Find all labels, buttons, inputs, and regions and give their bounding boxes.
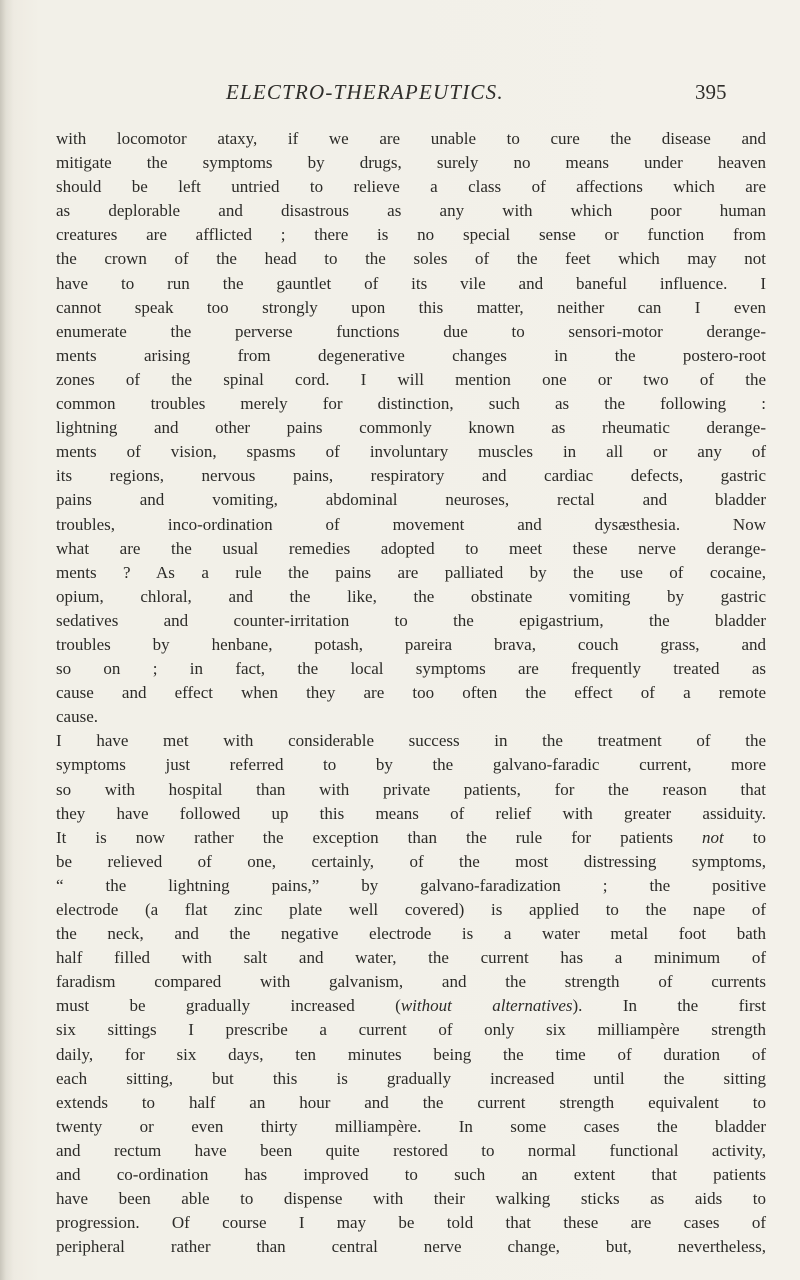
text-line: ments of vision, spasms of involuntary muscles in all or any of: [56, 442, 766, 462]
text-line: zones of the spinal cord. I will mention one or two of the: [56, 369, 766, 389]
text-line: its regions, nervous pains, respiratory and cardiac defects, gastric: [56, 466, 766, 486]
text-line: peripheral rather than central nerve change, but, nevertheless,: [56, 1237, 766, 1257]
text-line: ments ? As a rule the pains are palliated by the use of cocaine,: [56, 562, 766, 582]
text-line: six sittings I prescribe a current of only six milliampère strength: [56, 1020, 766, 1040]
text-line: troubles, inco-ordination of movement and dysæsthesia. Now: [56, 514, 766, 534]
body-text: [56, 127, 766, 1259]
text-line: should be left untried to relieve a class of affections which are: [56, 177, 766, 197]
text-line: common troubles merely for distinction, such as the following :: [56, 394, 766, 414]
running-title: ELECTRO-THERAPEUTICS.: [226, 80, 504, 104]
text-line: creatures are afflicted ; there is no special sense or function from: [56, 225, 766, 245]
text-line: progression. Of course I may be told that these are cases of: [56, 1213, 766, 1233]
text-line: have been able to dispense with their walking sticks as aids to: [56, 1189, 766, 1209]
text-fragment: to: [723, 827, 766, 847]
italic-phrase: without alternatives: [400, 996, 573, 1016]
italic-word: not: [702, 827, 724, 847]
text-line: and co-ordination has improved to such an extent that patients: [56, 1165, 766, 1185]
text-line-with-italic: [56, 826, 766, 850]
text-fragment: must be gradually increased: [56, 996, 355, 1016]
text-line: enumerate the perverse functions due to sensori-motor derange-: [56, 321, 766, 341]
page-number: 395: [695, 80, 727, 104]
text-line: be relieved of one, certainly, of the most distressing symptoms,: [56, 851, 766, 871]
text-line: pains and vomiting, abdominal neuroses, rectal and bladder: [56, 490, 766, 510]
text-fragment: (: [354, 996, 401, 1016]
text-line: extends to half an hour and the current strength equivalent to: [56, 1092, 766, 1112]
text-fragment: ). In the first: [572, 996, 766, 1016]
text-line: as deplorable and disastrous as any with which poor human: [56, 201, 766, 221]
text-line: cause.: [56, 707, 99, 727]
text-line: I have met with considerable success in the treatment of the: [56, 731, 766, 751]
text-line: mitigate the symptoms by drugs, surely no means under heaven: [56, 153, 766, 173]
text-line: “ the lightning pains,” by galvano-faradization ; the positive: [56, 875, 766, 895]
text-line: troubles by henbane, potash, pareira brava, couch grass, and: [56, 634, 766, 654]
text-line: so with hospital than with private patients, for the reason that: [56, 779, 766, 799]
text-line: cause and effect when they are too often the effect of a remote: [56, 683, 766, 703]
text-line: they have followed up this means of relief with greater assiduity.: [56, 803, 766, 823]
running-head: [0, 74, 800, 108]
text-line: each sitting, but this is gradually increased until the sitting: [56, 1068, 766, 1088]
text-line: so on ; in fact, the local symptoms are frequently treated as: [56, 659, 766, 679]
text-line: lightning and other pains commonly known as rheumatic derange-: [56, 418, 766, 438]
text-line: ments arising from degenerative changes in the postero-root: [56, 345, 766, 365]
text-line-with-italic: [56, 994, 766, 1018]
text-line: what are the usual remedies adopted to meet these nerve derange-: [56, 538, 766, 558]
text-line: symptoms just referred to by the galvano-faradic current, more: [56, 755, 766, 775]
text-line: twenty or even thirty milliampère. In some cases the bladder: [56, 1116, 766, 1136]
text-line: electrode (a flat zinc plate well covered) is applied to the nape of: [56, 900, 766, 919]
text-line: with locomotor ataxy, if we are unable to cure the disease and: [56, 129, 766, 148]
text-line: the neck, and the negative electrode is a water metal foot bath: [56, 924, 766, 944]
text-line: have to run the gauntlet of its vile and baneful influence. I: [56, 273, 766, 293]
text-line: opium, chloral, and the like, the obstinate vomiting by gastric: [56, 586, 766, 606]
text-line: half filled with salt and water, the current has a minimum of: [56, 948, 766, 968]
text-line: the crown of the head to the soles of the feet which may not: [56, 249, 766, 269]
text-fragment: It is now rather the exception than the rule for patients: [56, 827, 673, 847]
text-line: daily, for six days, ten minutes being the time of duration of: [56, 1044, 766, 1064]
text-line: sedatives and counter-irritation to the epigastrium, the bladder: [56, 610, 766, 630]
text-line: faradism compared with galvanism, and the strength of currents: [56, 972, 766, 992]
text-line: cannot speak too strongly upon this matter, neither can I even: [56, 297, 766, 317]
text-line: and rectum have been quite restored to normal functional activity,: [56, 1140, 766, 1160]
